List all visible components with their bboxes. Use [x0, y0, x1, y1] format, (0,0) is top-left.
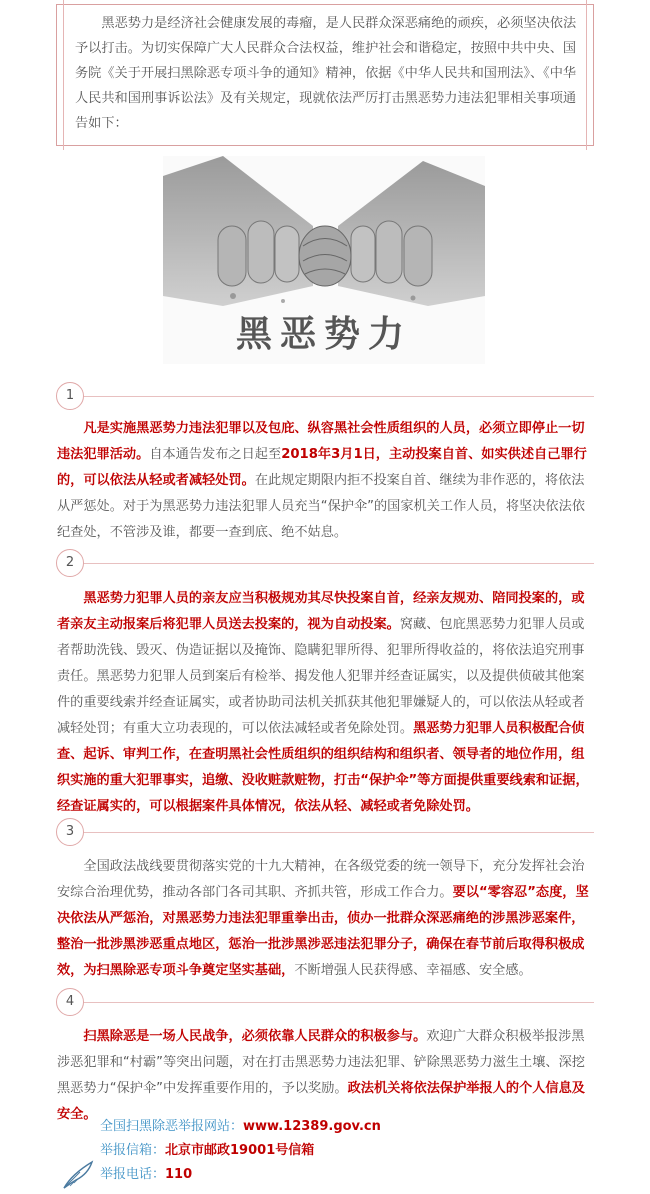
- mailbox-value: 北京市邮政19001号信箱: [165, 1143, 315, 1158]
- body-text: 全国政法战线要贯彻落实党的十九大精神，在各级党委的统一领导下，充分发挥社会治安综合治理优势，推动各部门各司其职、齐抓共管，形成工作合力。: [57, 859, 585, 900]
- highlight-text: 黑恶势力犯罪人员的亲友应当积极规劝其尽快投案自首，经亲友规劝、陪同投案的，或者亲友主动报案后将犯罪人员送去投案的，视为自动投案。: [57, 591, 585, 632]
- intro-frame: [56, 4, 594, 146]
- section-number: 4: [56, 988, 84, 1016]
- body-text: 自本通告发布之日起至: [149, 447, 282, 462]
- section-number: 3: [56, 818, 84, 846]
- section-paragraph: [57, 854, 597, 984]
- body-text: 不断增强人民获得感、幸福感、安全感。: [294, 963, 532, 978]
- website-link[interactable]: www.12389.gov.cn: [243, 1119, 381, 1134]
- highlight-text: 黑恶势力犯罪人员积极配合侦查、起诉、审判工作，在查明黑社会性质组织的组织结构和组织者、领导者的地位作用，组织实施的重大犯罪事实，追缴、没收赃款赃物，打击“保护伞”等方面提供重要线索和证据，经查证属实的，可以根据案件具体情况，依法从轻、减轻或者免除处罚。: [57, 721, 589, 814]
- section-paragraph: [57, 586, 597, 820]
- contact-mailbox: [100, 1139, 314, 1163]
- contact-website: [100, 1115, 381, 1139]
- highlight-text: 凡是实施黑恶势力违法犯罪以及包庇、纵容黑社会性质组织的人员，必须立即停止一切违法犯罪活动。: [57, 421, 585, 462]
- section-paragraph: [57, 416, 597, 546]
- section-divider: [70, 396, 594, 397]
- intro-paragraph: 黑恶势力是经济社会健康发展的毒瘤，是人民群众深恶痛绝的顽疾，必须坚决依法予以打击。为切实保障广大人民群众合法权益，维护社会和谐稳定，按照中共中央、国务院《关于开展扫黑除恶专项斗争的通知》精神，依据《中华人民共和国刑法》、《中华人民共和国刑事诉讼法》及有关规定，现就依法严厉打击黑恶势力违法犯罪相关事项通告如下：: [75, 16, 577, 131]
- quill-pen-icon: [62, 1160, 96, 1190]
- website-label: 全国扫黑除恶举报网站：: [100, 1119, 244, 1134]
- section-divider: [70, 832, 594, 833]
- section-divider: [70, 563, 594, 564]
- contact-phone: [100, 1163, 192, 1187]
- section-number: 2: [56, 549, 84, 577]
- phone-label: 举报电话：: [100, 1167, 166, 1182]
- phone-value: 110: [165, 1167, 193, 1182]
- body-text: 在此规定期限内拒不投案自首、继续为非作恶的，将依法从严惩处。对于为黑恶势力违法犯罪人员充当“保护伞”的国家机关工作人员，将坚决依法依纪查处，不管涉及谁，都要一查到底、绝不姑息。: [57, 473, 585, 540]
- body-text: 欢迎广大群众积极举报涉黑涉恶犯罪和“村霸”等突出问题，对在打击黑恶势力违法犯罪、铲除黑恶势力滋生土壤、深挖黑恶势力“保护伞”中发挥重要作用的，予以奖励。: [57, 1029, 585, 1096]
- hero-image: [163, 156, 485, 364]
- highlight-text: 政法机关将依法保护举报人的个人信息及安全。: [57, 1081, 585, 1122]
- section-paragraph: [57, 1024, 597, 1128]
- body-text: 窝藏、包庇黑恶势力犯罪人员或者帮助洗钱、毁灭、伪造证据以及掩饰、隐瞒犯罪所得、犯罪所得收益的，将依法追究刑事责任。黑恶势力犯罪人员到案后有检举、揭发他人犯罪并经查证属实，以及提供侦破其他案件的重要线索并经查证属实，或者协助司法机关抓获其他犯罪嫌疑人的，可以依法从轻或者减轻处罚；有重大立功表现的，可以依法减轻或者免除处罚。: [57, 617, 585, 736]
- hero-caption: 黑恶势力: [235, 314, 412, 355]
- highlight-text: 2018年3月1日，主动投案自首、如实供述自己罪行的，可以依法从轻或者减轻处罚。: [57, 447, 587, 488]
- highlight-text: 要以“零容忍”态度，坚决依法从严惩治，对黑恶势力违法犯罪重拳出击，侦办一批群众深恶痛绝的涉黑涉恶案件，整治一批涉黑涉恶重点地区，惩治一批涉黑涉恶违法犯罪分子，确保在春节前后取得积极成效，为扫黑除恶专项斗争奠定坚实基础，: [57, 885, 589, 978]
- mailbox-label: 举报信箱：: [100, 1143, 166, 1158]
- highlight-text: 扫黑除恶是一场人民战争，必须依靠人民群众的积极参与。: [83, 1029, 427, 1044]
- section-number: 1: [56, 382, 84, 410]
- section-divider: [70, 1002, 594, 1003]
